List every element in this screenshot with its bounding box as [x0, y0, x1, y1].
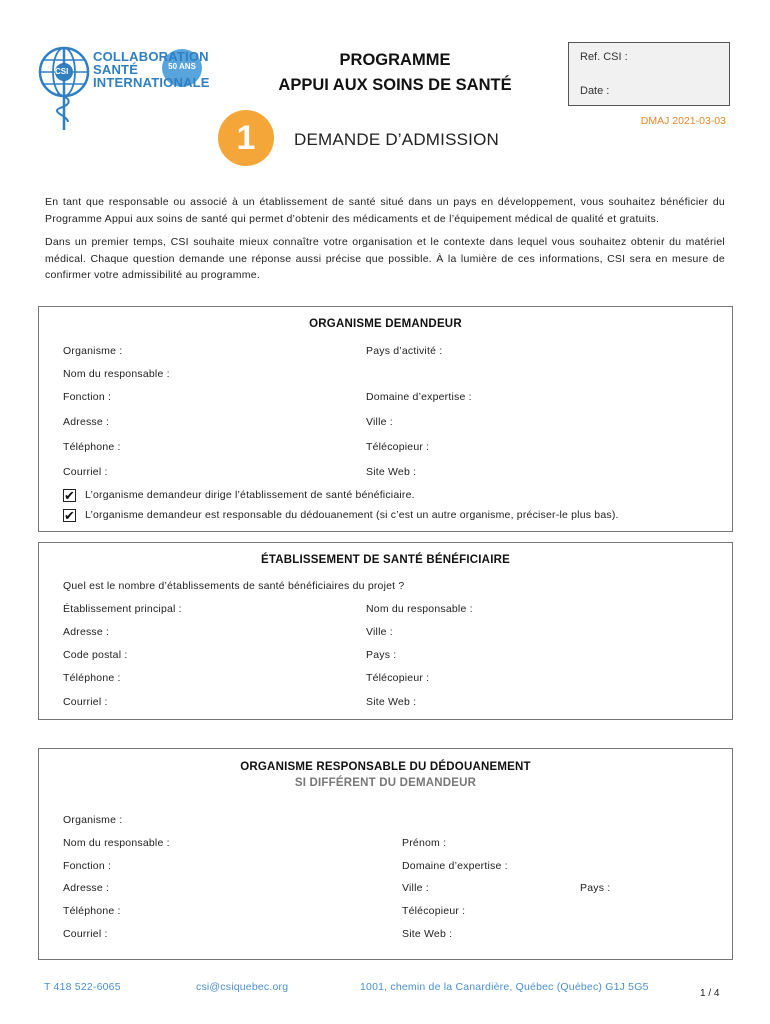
telecopieur-field[interactable]: Télécopieur : — [366, 672, 430, 684]
nom-responsable-field[interactable]: Nom du responsable : — [63, 368, 170, 380]
csi-logo — [38, 42, 228, 134]
section-subtitle: SI DIFFÉRENT DU DEMANDEUR — [294, 777, 477, 789]
courriel-field[interactable]: Courriel : — [63, 696, 108, 708]
pays-activite-field[interactable]: Pays d’activité : — [366, 345, 443, 357]
telephone-field[interactable]: Téléphone : — [63, 905, 121, 917]
responsable-dedouanement-label: L’organisme demandeur est responsable du dédouanement (si c’est un autre organisme, préciser-le plus bas). — [85, 509, 619, 521]
program-title-line-1: PROGRAMME — [339, 51, 451, 69]
domaine-expertise-field[interactable]: Domaine d’expertise : — [402, 860, 508, 872]
site-web-field[interactable]: Site Web : — [366, 696, 417, 708]
logo-emblem: CSI — [55, 67, 69, 76]
telecopieur-field[interactable]: Télécopieur : — [402, 905, 466, 917]
intro-paragraph-1: En tant que responsable ou associé à un établissement de santé situé dans un pays en développement, vous souhaitez bénéficier du Programme Appui aux soins de santé qui permet d’obtenir des médicaments et de l’équipement médical de qualité et gratuits. — [45, 196, 725, 225]
step-number-badge: 1 — [218, 110, 274, 166]
ville-field[interactable]: Ville : — [402, 882, 429, 894]
courriel-field[interactable]: Courriel : — [63, 466, 108, 478]
organisme-field[interactable]: Organisme : — [63, 814, 123, 826]
ref-csi-label[interactable]: Ref. CSI : — [580, 51, 628, 63]
organisme-field[interactable]: Organisme : — [63, 345, 123, 357]
version-stamp: DMAJ 2021-03-03 — [640, 115, 726, 127]
logo-line-2: SANTÉ — [93, 62, 139, 77]
etablissement-principal-field[interactable]: Établissement principal : — [63, 603, 182, 615]
nom-responsable-field[interactable]: Nom du responsable : — [63, 837, 170, 849]
dirige-etablissement-label: L’organisme demandeur dirige l’établissement de santé bénéficiaire. — [85, 489, 415, 501]
section-organisme-demandeur — [38, 306, 733, 532]
telephone-field[interactable]: Téléphone : — [63, 672, 121, 684]
responsable-dedouanement-checkbox[interactable]: ✔ — [64, 508, 75, 523]
telephone-field[interactable]: Téléphone : — [63, 441, 121, 453]
domaine-expertise-field[interactable]: Domaine d’expertise : — [366, 391, 472, 403]
ville-field[interactable]: Ville : — [366, 626, 393, 638]
nombre-etablissements-field[interactable]: Quel est le nombre d’établissements de santé bénéficiaires du projet ? — [63, 580, 405, 592]
program-title — [260, 48, 530, 98]
ville-field[interactable]: Ville : — [366, 416, 393, 428]
section-organisme-dedouanement — [38, 748, 733, 960]
pays-field[interactable]: Pays : — [580, 882, 611, 894]
intro-paragraph-2: Dans un premier temps, CSI souhaite mieux connaître votre organisation et le contexte dans lequel vous souhaitez obtenir du matériel médical. Chaque question demande une réponse aussi précise que possible. À la lumière de ces informations, CSI sera en mesure de confirmer votre admissibilité au programme. — [45, 236, 725, 281]
date-label[interactable]: Date : — [580, 85, 610, 97]
logo-wordmark — [93, 50, 210, 89]
section-etablissement-beneficiaire — [38, 542, 733, 720]
site-web-field[interactable]: Site Web : — [366, 466, 417, 478]
logo-line-1: COLLABORATION — [93, 49, 209, 64]
adresse-field[interactable]: Adresse : — [63, 626, 110, 638]
footer-email-link[interactable]: csi@csiquebec.org — [196, 981, 289, 993]
dirige-etablissement-checkbox[interactable]: ✔ — [64, 488, 75, 503]
badge-label: 50 ANS — [168, 62, 196, 71]
fonction-field[interactable]: Fonction : — [63, 860, 112, 872]
nom-responsable-field[interactable]: Nom du responsable : — [366, 603, 473, 615]
section-title: ORGANISME RESPONSABLE DU DÉDOUANEMENT — [240, 761, 531, 773]
reference-box — [568, 42, 730, 106]
code-postal-field[interactable]: Code postal : — [63, 649, 128, 661]
adresse-field[interactable]: Adresse : — [63, 416, 110, 428]
pays-field[interactable]: Pays : — [366, 649, 397, 661]
adresse-field[interactable]: Adresse : — [63, 882, 110, 894]
program-title-line-2: APPUI AUX SOINS DE SANTÉ — [278, 76, 512, 94]
logo-line-3: INTERNATIONALE — [93, 75, 210, 90]
form-title: DEMANDE D’ADMISSION — [294, 130, 499, 149]
prenom-field[interactable]: Prénom : — [402, 837, 447, 849]
footer-phone: T 418 522-6065 — [44, 981, 121, 993]
page-number: 1 / 4 — [700, 988, 720, 999]
telecopieur-field[interactable]: Télécopieur : — [366, 441, 430, 453]
section-title: ÉTABLISSEMENT DE SANTÉ BÉNÉFICIAIRE — [261, 554, 510, 566]
section-title: ORGANISME DEMANDEUR — [309, 318, 462, 330]
fonction-field[interactable]: Fonction : — [63, 391, 112, 403]
footer-address: 1001, chemin de la Canardière, Québec (Québec) G1J 5G5 — [360, 981, 649, 993]
site-web-field[interactable]: Site Web : — [402, 928, 453, 940]
courriel-field[interactable]: Courriel : — [63, 928, 108, 940]
globe-caduceus-icon — [38, 42, 90, 134]
